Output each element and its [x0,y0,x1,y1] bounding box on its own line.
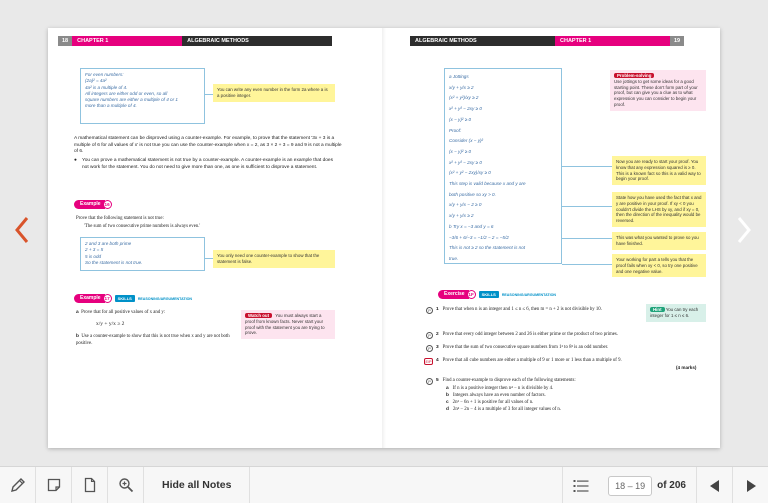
box1-line: All integers are either odd or even, so all [85,90,168,96]
box1-line: (2a)² = 4a² [85,78,107,84]
exercise-question-5 [426,378,706,385]
box2-note: You only need one counter-example to show that the statement is false. [213,250,335,268]
list-icon [573,479,589,493]
box1-line: square numbers are either a multiple of 4 or 1 [85,97,178,103]
proof-line: x² + y² − 2xy ≥ 0 [449,159,482,165]
next-page-arrow[interactable] [732,210,756,250]
proof-line: x/y + y/x − 2 ≥ 0 [449,202,482,208]
example-17-part-a: a Prove that for all positive values of x and y: [76,310,166,315]
part-letter: c [446,400,449,405]
question-5-part [446,407,706,414]
connector-line [562,264,612,265]
next-page-button[interactable] [732,467,768,503]
part-letter: a [446,386,449,391]
proof-line: x² + y² − 2xy ≥ 0 [449,106,482,112]
triangle-right-icon [746,480,756,492]
proof-line: (x² + y² − 2xy)/xy ≥ 0 [449,170,491,176]
exercise-question-4 [424,358,706,365]
note-icon [46,477,62,493]
part-text: 2n² − 2n − 4 is a multiple of 3 for all integer values of n. [452,407,562,412]
proof-line: both positive so xy > 0. [449,191,496,197]
question-text: Find a counter-example to disprove each of the following statements: [442,378,576,383]
question-text: Prove that when n is an integer and 1 ≤ n ≤ 6, then m = n + 2 is not divisible by 10. [442,307,602,312]
connector-line [562,238,612,239]
watch-out-label: Watch out [245,313,272,318]
proof-line: This step is valid because x and y are [449,181,526,187]
part-text: If n is a positive integer then n⁴ − n is divisible by 4. [452,386,554,391]
box1-line: For even numbers: [85,72,124,77]
bullet-text: You can prove a mathematical statement is not true by a counter-example. A counter-example is an example that does not work for the statement. You do not need to give more than one, as one is sufficient to disprove a statement. [82,158,333,170]
proof-note-2: State how you have used the fact that x and y are positive in your proof. If xy < 0 you couldn't divide the LHS by xy, and if xy = 0, then the direction of the inequality would be reversed. [612,192,706,227]
proof-note-3: This was what you wanted to prove so you have finished. [612,232,706,250]
hide-all-notes-button[interactable]: Hide all Notes [144,467,250,503]
connector-line [205,258,213,259]
page-range-input[interactable] [608,476,652,496]
example-label: Example [74,200,105,209]
proof-line: Consider (x − y)² [449,138,484,144]
right-page-number: 19 [670,36,684,46]
previous-page-button[interactable] [696,467,732,503]
part-text: Integers always have an even number of factors. [452,393,546,398]
box2-line: 2 + 3 = 5 [85,247,104,253]
previous-page-arrow[interactable] [10,210,34,250]
proof-line: a Jottings [449,74,469,79]
sticky-note-button[interactable] [36,467,72,503]
right-page-header [410,36,684,46]
question-number: 4 [436,358,439,363]
example-number: 16 [104,202,110,207]
question-number: 5 [436,378,439,383]
working-box-1 [80,68,205,124]
question-text: Prove that every odd integer between 2 and 26 is either prime or the product of two primes. [442,332,618,337]
counter-example-paragraph: A mathematical statement can be disproved using a counter-example. For example, to prove that the statement '3x + 3 is a multiple of 6 for all values of x' is not true you can use the counter-example when x = 2, as 3 × 2 + 3 = 9 and 9 is not a multiple of 6. [74,136,342,155]
watch-out-note [241,310,335,339]
example-number: 17 [104,296,110,301]
problem-solving-note [610,70,706,111]
skills-text: REASONING/ARGUMENTATION [137,296,192,301]
exercise-question-1 [426,307,638,314]
example-16-statement: 'The sum of two consecutive prime numbers is always even.' [84,224,201,229]
box2-line: 5 is odd [85,253,102,259]
proof-line: −3/6 + 6/−3 = −1/2 − 2 = −5/2 [449,234,509,240]
example-label: Example [74,294,105,303]
example-17-part-b: b Use a counter-example to show that this is not true when x and y are not both positive. [76,334,230,346]
proof-line: (x² + y²)/xy ≥ 2 [449,95,479,101]
example-16-heading [74,200,112,209]
skills-badge: SKILLS [479,291,499,298]
connector-line [562,206,612,207]
page-button[interactable] [72,467,108,503]
box2-line: 2 and 3 are both prime [85,241,132,246]
hint-note [646,304,706,322]
exercise-label: Exercise [438,290,469,299]
proof-line: Proof: [449,127,462,133]
proof-line: true. [449,255,459,261]
left-page-number: 18 [58,36,72,46]
hint-label: Hint [650,307,665,312]
left-topic-label: ALGEBRAIC METHODS [182,36,332,46]
document-icon [82,477,98,493]
bottom-toolbar [0,466,768,503]
table-of-contents-button[interactable] [562,467,598,503]
part-a-text: Prove that for all positive values of x and y: [81,310,166,315]
exercise-question-2 [426,332,706,339]
example-17-heading [74,294,192,303]
chevron-left-icon [14,216,30,244]
counter-example-bullet [74,158,338,171]
left-page-header [58,36,332,46]
page-total: of 206 [657,480,686,491]
box1-line: 4a² is a multiple of 4. [85,84,128,90]
question-number: 3 [436,345,439,350]
question-5-part [446,386,706,393]
box1-line: more than a multiple of 4. [85,103,137,109]
proof-line: x/y + y/x ≥ 2 [449,84,474,90]
right-topic-label: ALGEBRAIC METHODS [410,36,555,46]
problem-solving-icon: P [426,345,433,352]
left-page [48,28,384,448]
left-chapter-label: CHAPTER 1 [72,36,182,46]
hint-text: You can try each integer for 1 ≤ n ≤ 6. [650,307,699,318]
problem-solving-text: Use jottings to get some ideas for a good starting point. These don't form part of your proof, but can give you a clue as to what expression you can consider to begin your proof. [614,78,698,107]
exam-icon: E/P [425,360,432,364]
question-number: 2 [436,332,439,337]
working-box-2 [80,237,205,271]
exercise-heading [438,290,556,299]
part-text: 2n² − 6n + 1 is positive for all values of n. [452,400,534,405]
proof-line: b Try x = −3 and y = 6 [449,223,494,229]
pagination-controls [562,467,768,503]
chevron-right-icon [736,216,752,244]
question-5-part [446,393,706,400]
proof-working-box [444,68,562,264]
watch-out-text: You must always start a proof from known facts. Never start your proof with the statement you are trying to prove. [245,313,325,336]
proof-line: (x − y)² ≥ 0 [449,148,472,154]
part-letter: b [446,393,449,398]
question-4-marks: (4 marks) [676,365,697,370]
proof-note-1: Now you are ready to start your proof. You know that any expression squared is ≥ 0. This is a known fact so this is a valid way to begin your proof. [612,156,706,185]
connector-line [205,94,213,95]
question-number: 1 [436,307,439,312]
problem-solving-label: Problem-solving [614,73,654,78]
exercise-number: 1F [468,292,474,297]
bullet-icon: ● [74,158,77,163]
zoom-in-icon [118,477,134,493]
triangle-left-icon [710,480,720,492]
example-17-formula: x/y + y/x ≥ 2 [96,321,125,327]
box1-note: You can write any even number in the form 2a where a is a positive integer. [213,84,335,102]
page-spread [48,28,720,448]
problem-solving-icon: P [426,378,433,385]
right-page [384,28,720,448]
right-chapter-label: CHAPTER 1 [555,36,670,46]
part-letter: d [446,407,449,412]
proof-note-4: Your working for part a tells you that the proof fails when xy < 0, so try one positive and one negative value. [612,254,706,277]
problem-solving-icon: P [426,332,433,339]
question-text: Prove that the sum of two consecutive square numbers from 1² to 8² is an odd number. [442,345,609,350]
skills-badge: SKILLS [115,295,135,302]
problem-solving-icon: P [426,307,433,314]
pencil-button[interactable] [0,467,36,503]
question-5-part [446,400,706,407]
exercise-question-3 [426,345,706,352]
connector-line [562,166,612,167]
part-b-text: Use a counter-example to show that this is not true when x and y are not both positive. [76,334,230,346]
zoom-button[interactable] [108,467,144,503]
pencil-icon [10,477,26,493]
proof-line: This is not ≥ 2 so the statement is not [449,245,526,251]
proof-line: (x − y)² ≥ 0 [449,116,472,122]
box2-line: So the statement is not true. [85,259,143,265]
question-text: Prove that all cube numbers are either a multiple of 9 or 1 more or 1 less than a multiple of 9. [442,358,622,363]
proof-line: x/y + y/x ≥ 2 [449,213,474,219]
skills-text: REASONING/ARGUMENTATION [501,292,556,297]
example-16-question: Prove that the following statement is not true: [76,216,164,221]
